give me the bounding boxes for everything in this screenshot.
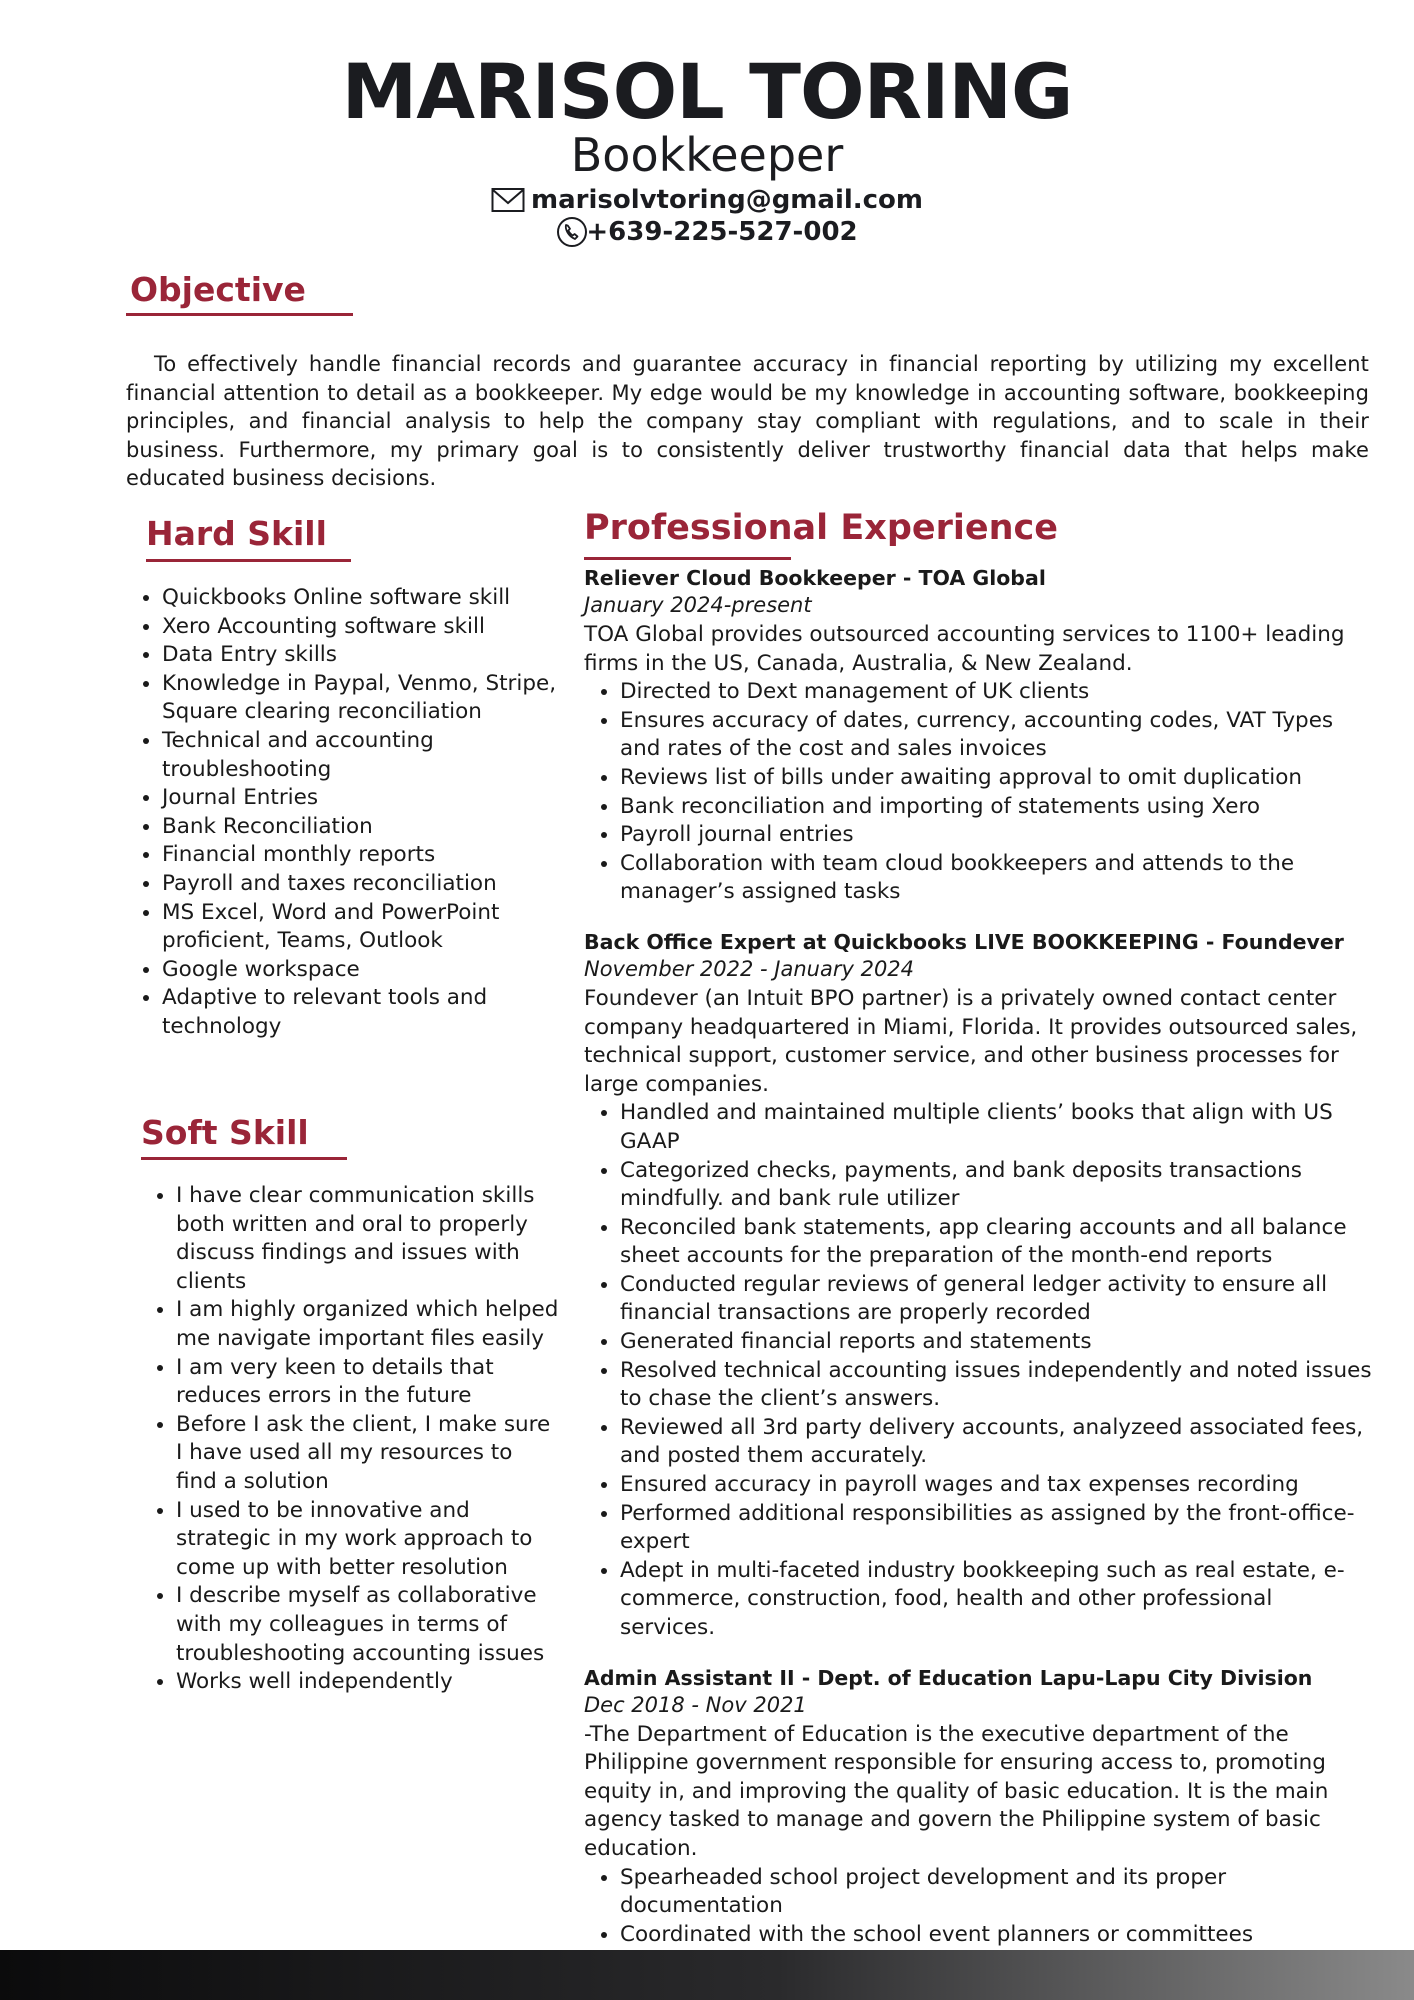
hard-skill-item: • Knowledge in Paypal, Venmo, Stripe, Square clearing reconciliation bbox=[162, 670, 566, 727]
job-bullet: • Resolved technical accounting issues independently and noted issues to chase the client’s answers. bbox=[620, 1357, 1374, 1414]
hard-skill-item: • Financial monthly reports bbox=[162, 841, 566, 870]
experience-list bbox=[584, 565, 1374, 1949]
hard-skill-item: • Data Entry skills bbox=[162, 641, 566, 670]
objective-heading: Objective bbox=[130, 270, 306, 309]
soft-skill-item: • I describe myself as collaborative with my colleagues in terms of troubleshooting accounting issues bbox=[176, 1582, 560, 1668]
hard-skill-item: • Adaptive to relevant tools and technology bbox=[162, 984, 566, 1041]
hard-skill-item: • Technical and accounting troubleshooting bbox=[162, 727, 566, 784]
candidate-role: Bookkeeper bbox=[570, 128, 844, 182]
hard-skill-item: • MS Excel, Word and PowerPoint proficient, Teams, Outlook bbox=[162, 899, 566, 956]
job-bullets bbox=[584, 678, 1374, 907]
job-bullet: • Bank reconciliation and importing of statements using Xero bbox=[620, 793, 1374, 822]
job-bullet: • Generated financial reports and statements bbox=[620, 1328, 1374, 1357]
soft-skill-list bbox=[140, 1182, 560, 1697]
job-bullet: • Handled and maintained multiple clients’ books that align with US GAAP bbox=[620, 1099, 1374, 1156]
job-bullet: • Spearheaded school project development and its proper documentation bbox=[620, 1864, 1374, 1921]
soft-skill-item: • I am very keen to details that reduces errors in the future bbox=[176, 1354, 560, 1411]
job-bullet: • Reviewed all 3rd party delivery accounts, analyzeed associated fees, and posted them accurately. bbox=[620, 1414, 1374, 1471]
job-bullet: • Conducted regular reviews of general ledger activity to ensure all financial transactions are properly recorded bbox=[620, 1271, 1374, 1328]
email-line bbox=[0, 184, 1414, 216]
soft-skill-item: • Before I ask the client, I make sure I have used all my resources to find a solution bbox=[176, 1411, 560, 1497]
job-bullets bbox=[584, 1099, 1374, 1642]
job-entry bbox=[584, 1665, 1374, 1950]
hard-skill-heading: Hard Skill bbox=[146, 514, 327, 553]
job-description: TOA Global provides outsourced accounting services to 1100+ leading firms in the US, Canada, Australia, & New Zealand. bbox=[584, 622, 1345, 676]
hard-skill-underline bbox=[146, 559, 351, 562]
hard-skill-item: • Google workspace bbox=[162, 956, 566, 985]
job-entry bbox=[584, 565, 1374, 907]
objective-underline bbox=[126, 313, 353, 316]
soft-skill-item: • I have clear communication skills both written and oral to properly discuss findings and issues with clients bbox=[176, 1182, 560, 1296]
soft-skill-item: • I used to be innovative and strategic in my work approach to come up with better resolution bbox=[176, 1497, 560, 1583]
resume-header bbox=[0, 47, 1414, 248]
job-bullet: • Collaboration with team cloud bookkeepers and attends to the manager’s assigned tasks bbox=[620, 850, 1374, 907]
soft-skill-item: • I am highly organized which helped me navigate important files easily bbox=[176, 1296, 560, 1353]
job-bullet: • Directed to Dext management of UK clients bbox=[620, 678, 1374, 707]
job-bullet: • Ensured accuracy in payroll wages and tax expenses recording bbox=[620, 1471, 1374, 1500]
job-date: November 2022 - January 2024 bbox=[584, 956, 915, 981]
job-title: Admin Assistant II - Dept. of Education Lapu-Lapu City Division bbox=[584, 1665, 1313, 1690]
job-bullet: • Performed additional responsibilities as assigned by the front-office-expert bbox=[620, 1500, 1374, 1557]
job-date: January 2024-present bbox=[584, 593, 812, 617]
experience-underline bbox=[584, 557, 791, 560]
envelope-icon bbox=[491, 187, 525, 213]
job-bullet: • Reconciled bank statements, app clearing accounts and all balance sheet accounts for the preparation of the month-end reports bbox=[620, 1214, 1374, 1271]
job-bullets bbox=[584, 1864, 1374, 1950]
job-description: -The Department of Education is the executive department of the Philippine government responsible for ensuring access to, promoting equity in, and improving the quality of basic education. It is the main agency tasked to manage and govern the Philippine system of basic education. bbox=[584, 1721, 1329, 1861]
email-text[interactable]: marisolvtoring@gmail.com bbox=[530, 185, 924, 215]
soft-skill-item: • Works well independently bbox=[176, 1668, 560, 1697]
hard-skill-item: • Quickbooks Online software skill bbox=[162, 584, 566, 613]
job-bullet: • Payroll journal entries bbox=[620, 821, 1374, 850]
phone-icon bbox=[556, 216, 588, 248]
job-description: Foundever (an Intuit BPO partner) is a privately owned contact center company headquartered in Miami, Florida. It provides outsourced sales, technical support, customer service, and other business processes for large companies. bbox=[584, 985, 1358, 1097]
soft-skill-underline bbox=[141, 1157, 347, 1160]
job-date: Dec 2018 - Nov 2021 bbox=[584, 1692, 807, 1717]
job-bullet: • Coordinated with the school event planners or committees bbox=[620, 1921, 1374, 1950]
job-bullet: • Categorized checks, payments, and bank deposits transactions mindfully. and bank rule utilizer bbox=[620, 1157, 1374, 1214]
job-bullet: • Adept in multi-faceted industry bookkeeping such as real estate, e-commerce, construction, food, health and other professional services. bbox=[620, 1557, 1374, 1643]
experience-heading: Professional Experience bbox=[584, 508, 1059, 548]
hard-skill-item: • Bank Reconciliation bbox=[162, 813, 566, 842]
job-bullet: • Reviews list of bills under awaiting approval to omit duplication bbox=[620, 764, 1374, 793]
soft-skill-heading: Soft Skill bbox=[141, 1113, 309, 1152]
footer-bar bbox=[0, 1950, 1414, 2000]
job-title: Back Office Expert at Quickbooks LIVE BOOKKEEPING - Foundever bbox=[584, 929, 1344, 954]
candidate-name: MARISOL TORING bbox=[341, 47, 1073, 136]
job-title: Reliever Cloud Bookkeeper - TOA Global bbox=[584, 566, 1046, 590]
objective-text: To effectively handle financial records and guarantee accuracy in financial reporting by utilizing my excellent financial attention to detail as a bookkeeper. My edge would be my knowledge in accounting software, bookkeeping principles, and financial analysis to help the company stay compliant with regulations, and to scale in their business. Furthermore, my primary goal is to consistently deliver trustworthy financial data that helps make educated business decisions. bbox=[126, 352, 1369, 491]
phone-text[interactable]: +639-225-527-002 bbox=[586, 217, 858, 247]
job-bullet: • Ensures accuracy of dates, currency, accounting codes, VAT Types and rates of the cost and sales invoices bbox=[620, 707, 1374, 764]
hard-skill-list bbox=[126, 584, 566, 1042]
hard-skill-item: • Journal Entries bbox=[162, 784, 566, 813]
phone-line bbox=[0, 216, 1414, 248]
job-entry bbox=[584, 929, 1374, 1643]
hard-skill-item: • Payroll and taxes reconciliation bbox=[162, 870, 566, 899]
hard-skill-item: • Xero Accounting software skill bbox=[162, 613, 566, 642]
